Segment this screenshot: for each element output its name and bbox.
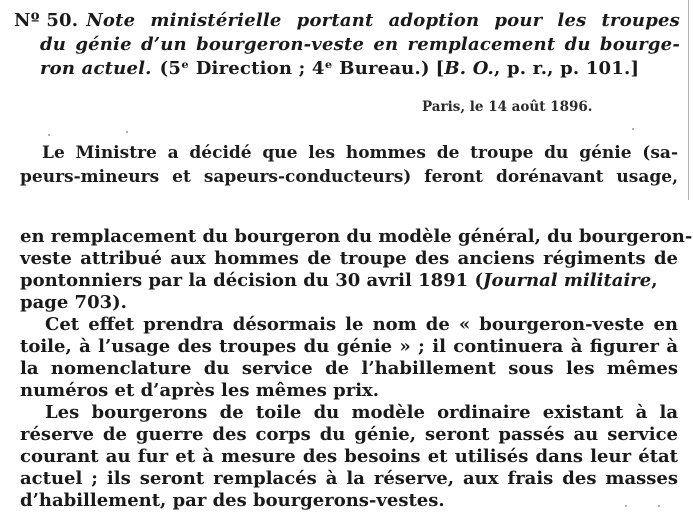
paragraph-3-line-4: [20, 380, 379, 401]
scan-speck: [658, 505, 660, 507]
dateline: [422, 99, 592, 115]
paragraph-2-line-2: [20, 248, 678, 269]
paragraph-text: Le Ministre a décidé que les hommes de troupe du génie (sa-: [42, 143, 678, 163]
scan-speck: [632, 128, 634, 130]
paragraph-4-line-5: [20, 490, 445, 511]
header-line-3: [40, 58, 680, 79]
note-reference: (5ᵉ Direction ; 4ᵉ Bureau.): [159, 58, 430, 79]
source-bulletin: B. O.: [444, 58, 495, 79]
scan-speck: [48, 134, 50, 136]
paragraph-text: Cet effet prendra désormais le nom de « bourgeron-veste en: [45, 314, 678, 335]
paragraph-text: Les bourgerons de toile du modèle ordinaire existant à la: [45, 402, 678, 423]
paragraph-text: d’habillement, par des bourgerons-vestes.: [20, 490, 445, 511]
paragraph-4-line-1: [45, 402, 678, 423]
paragraph-3-line-3: [20, 358, 678, 379]
dateline-text: Paris, le 14 août 1896.: [422, 99, 593, 115]
paragraph-text: veste attribué aux hommes de troupe des anciens régiments de: [20, 248, 678, 269]
header-line-2: [40, 34, 680, 55]
paragraph-2-line-3: [20, 270, 678, 291]
paragraph-text: la nomenclature du service de l’habillement sous les mêmes: [20, 358, 678, 379]
paragraph-text: ,: [651, 270, 658, 291]
note-number: Nº 50.: [14, 10, 79, 31]
header-line-1: [14, 10, 680, 31]
paragraph-text: réserve de guerre des corps du génie, seront passés au service: [20, 424, 678, 445]
paragraph-text: toile, à l’usage des troupes du génie » ; il continuera à figurer à: [20, 336, 678, 357]
paragraph-4-line-2: [20, 424, 678, 445]
paragraph-1-line-2: [20, 167, 678, 187]
paragraph-text: en remplacement du bourgeron du modèle général, du bourgeron-: [20, 226, 693, 247]
paragraph-text: actuel ; ils seront remplacés à la réserve, aux frais des masses: [20, 468, 678, 489]
scan-speck: [625, 505, 627, 507]
note-title-line-2: du génie d’un bourgeron-veste en remplacement du bourge-: [40, 34, 680, 55]
source-page: , p. r., p. 101.]: [494, 58, 640, 79]
scan-speck: [126, 131, 128, 133]
paragraph-text: courant au fur et à mesure des besoins et utilisés dans leur état: [20, 446, 678, 467]
note-title-line-1: Note ministérielle portant adoption pour les troupes: [86, 10, 680, 31]
citation-journal-militaire: Journal militaire: [482, 270, 652, 291]
paragraph-2-line-4: [20, 292, 127, 313]
paragraph-4-line-4: [20, 468, 678, 489]
paragraph-text: peurs-mineurs et sapeurs-conducteurs) feront dorénavant usage,: [20, 167, 678, 187]
paragraph-3-line-2: [20, 336, 678, 357]
paragraph-2-line-1: [20, 226, 693, 247]
paragraph-text: numéros et d’après les mêmes prix.: [20, 380, 380, 401]
paragraph-3-line-1: [45, 314, 678, 335]
source-bracket-open: [: [435, 58, 445, 79]
paragraph-4-line-3: [20, 446, 678, 467]
paragraph-text: pontonniers par la décision du 30 avril 1891 (: [20, 270, 483, 291]
paragraph-text: page 703).: [20, 292, 127, 313]
note-title-line-3: ron actuel.: [40, 58, 152, 79]
paragraph-1-line-1: [42, 143, 678, 163]
scan-edge-line: [688, 0, 689, 200]
